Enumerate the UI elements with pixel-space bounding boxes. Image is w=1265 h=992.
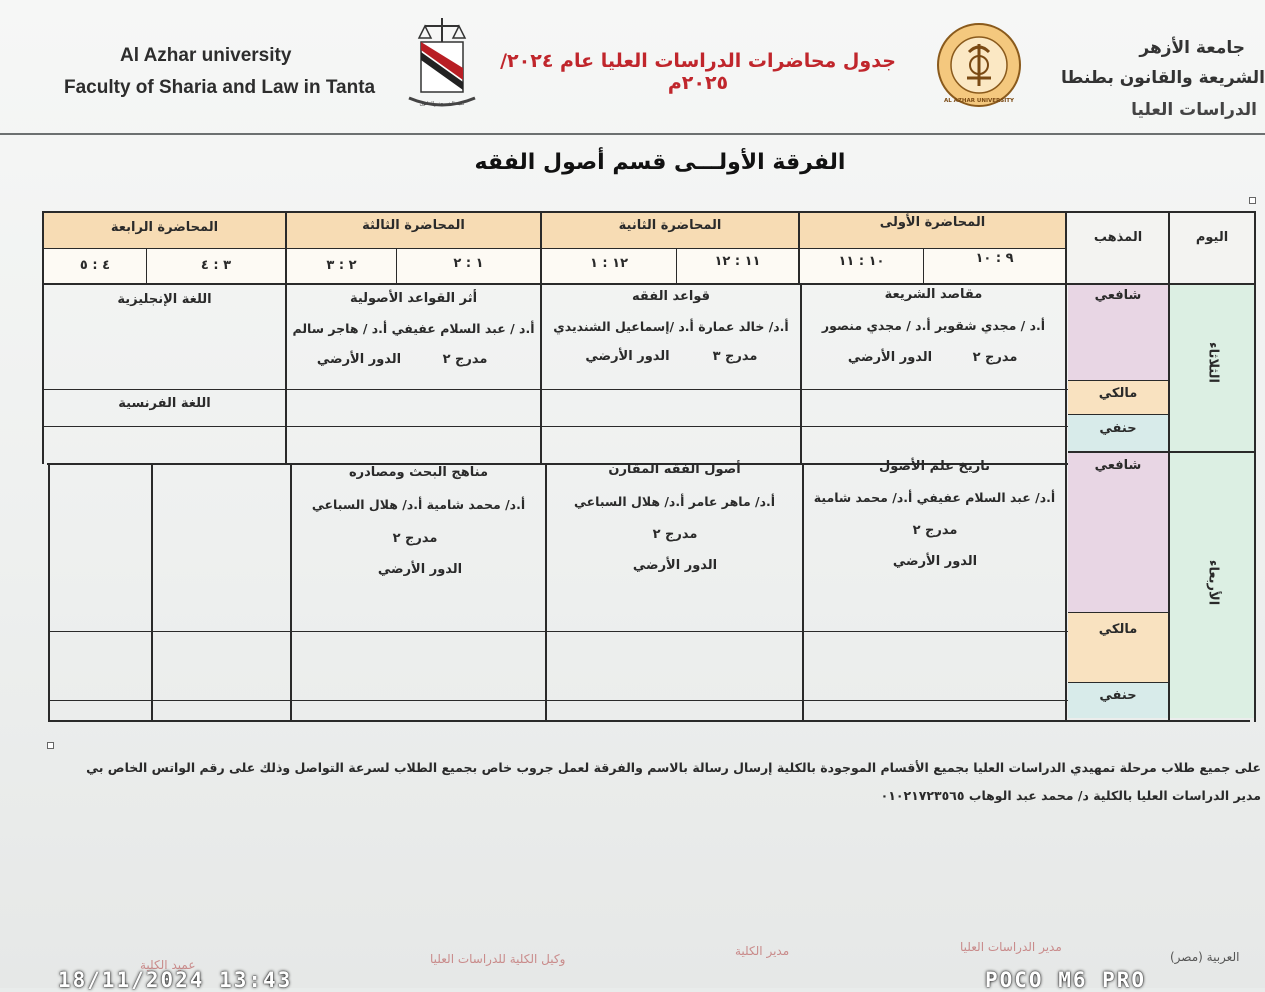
university-name-en: Al Azhar university	[120, 45, 292, 66]
time-slot: ٢ : ٣	[326, 258, 357, 273]
lecture-2-header: المحاضرة الثانية	[618, 218, 722, 233]
time-slot: ٤ : ٥	[79, 258, 111, 273]
subject-title: اللغة الفرنسية	[118, 396, 211, 411]
madhhab-shafii: شافعي	[1094, 288, 1142, 303]
schedule-title: جدول محاضرات الدراسات العليا عام ٢٠٢٤/ ٢٠٢٥م	[500, 50, 896, 94]
subject-title: أصول الفقه المقارن	[608, 462, 741, 477]
madhhab-maliki: مالكي	[1098, 386, 1138, 401]
grid-line	[42, 283, 1256, 285]
floor: الدور الأرضي	[316, 352, 402, 367]
lecture-4-header: المحاضرة الرابعة	[110, 220, 219, 235]
time-slot: ١ : ٢	[453, 256, 484, 271]
time-slot: ١٠ : ١١	[838, 254, 885, 269]
photo-datetime-stamp: 18/11/2024 13:43	[58, 968, 293, 992]
professors: أ.د/ خالد عمارة أ.د /إسماعيل الشنديدي	[553, 319, 789, 334]
floor: الدور الأرضي	[892, 554, 978, 569]
faculty-name-en: Faculty of Sharia and Law in Tanta	[64, 77, 376, 98]
madhhab-maliki: مالكي	[1098, 622, 1138, 637]
hall: مدرج ٢	[912, 523, 958, 538]
grid-line	[44, 426, 1068, 427]
grid-line	[151, 464, 153, 722]
time-slot: ٣ : ٤	[200, 258, 232, 273]
grid-line	[44, 389, 1068, 390]
time-slot: ٩ : ١٠	[975, 251, 1014, 266]
grid-line	[42, 211, 44, 464]
grid-line	[1068, 612, 1170, 613]
table-anchor-handle[interactable]	[47, 742, 54, 749]
hall: مدرج ٢	[652, 527, 698, 542]
table-resize-handle[interactable]	[1249, 197, 1256, 204]
grid-line	[1068, 414, 1170, 415]
subject-title: تاريخ علم الأصول	[878, 459, 991, 474]
faculty-name-ar: الشريعة والقانون بطنطا	[1061, 68, 1265, 88]
header-cell-day-madhhab	[1065, 212, 1255, 284]
professors: أ.د / عبد السلام عفيفي أ.د / هاجر سالم	[292, 321, 535, 336]
time-slot: ١١ : ١٢	[714, 254, 761, 269]
lecture-3-header: المحاضرة الثالثة	[362, 218, 465, 233]
grid-line	[1068, 682, 1170, 683]
photo-device-stamp: POCO M6 PRO	[985, 968, 1147, 992]
subject-title: قواعد الفقه	[632, 289, 710, 304]
grid-line	[50, 700, 1068, 701]
grid-line	[50, 720, 1250, 722]
day-label-wednesday: الأربعاء	[1205, 559, 1221, 606]
professors: أ.د/ ماهر عامر أ.د/ هلال السباعي	[573, 494, 776, 509]
signature-director: مدير الكلية	[735, 944, 790, 958]
floor: الدور الأرضي	[632, 558, 718, 573]
signature-dean: عميد الكلية	[140, 958, 196, 972]
signature-vice-dean: وكيل الكلية للدراسات العليا	[430, 952, 566, 966]
lecture-1-header: المحاضرة الأولى	[879, 215, 986, 230]
header-divider	[0, 133, 1265, 135]
hall: مدرج ٢	[972, 350, 1018, 365]
footer-notice: على جميع طلاب مرحلة تمهيدي الدراسات العليا بجميع الأقسام الموجودة بالكلية إرسال رسالة بالاسم والفرقة لعمل جروب خاص بجميع الطلاب لسرعة التواصل وذلك على رقم الواتس الخاص بي	[86, 760, 1261, 775]
grid-line	[48, 463, 50, 722]
seal-text: AL AZHAR UNIVERSITY	[943, 98, 1015, 104]
section-title: الفرقة الأولـــى قسم أصول الفقه	[474, 150, 846, 175]
university-seal	[936, 22, 1022, 108]
faculty-logo-text: كلية الشريعة والقانون	[419, 101, 465, 107]
professors: أ.د/ عبد السلام عفيفي أ.د/ محمد شامية	[813, 490, 1056, 505]
subject-title: مقاصد الشريعة	[884, 287, 983, 302]
madhhab-hanafi: حنفي	[1099, 688, 1137, 703]
floor: الدور الأرضي	[585, 349, 670, 364]
day-label-tuesday: الثلاثاء	[1205, 342, 1221, 383]
grid-line	[1068, 380, 1170, 381]
floor: الدور الأرضي	[377, 562, 463, 577]
professors: أ.د / مجدي شقوير أ.د / مجدي منصور	[821, 318, 1046, 333]
signature-gs-director: مدير الدراسات العليا	[960, 940, 1062, 954]
grid-line	[50, 631, 1068, 632]
university-name-ar: جامعة الأزهر	[1139, 38, 1245, 58]
grid-line	[540, 211, 542, 464]
grid-line	[1254, 211, 1256, 722]
grid-line	[285, 211, 287, 464]
subject-title: اللغة الإنجليزية	[117, 292, 212, 307]
grid-line	[1068, 451, 1256, 453]
madhhab-hanafi: حنفي	[1099, 421, 1137, 436]
header-madhhab: المذهب	[1093, 230, 1143, 245]
grid-line	[42, 248, 1065, 249]
taskbar-language[interactable]: العربية (مصر)	[1170, 950, 1240, 964]
madhhab-shafii: شافعي	[1094, 458, 1142, 473]
professors: أ.د/ محمد شامية أ.د/ هلال السباعي	[311, 497, 526, 512]
hall: مدرج ٢	[442, 352, 488, 367]
grid-line	[1065, 211, 1067, 722]
grid-line	[42, 211, 1256, 213]
faculty-logo	[403, 12, 481, 112]
hall: مدرج ٣	[712, 349, 758, 364]
department-name-ar: الدراسات العليا	[1131, 100, 1257, 120]
hall: مدرج ٢	[392, 531, 438, 546]
subject-title: أثر القواعد الأصولية	[349, 291, 478, 306]
grid-line	[800, 284, 802, 464]
header-day: اليوم	[1195, 230, 1229, 245]
subject-title: مناهج البحث ومصادره	[348, 465, 489, 480]
grid-line	[1168, 211, 1170, 722]
footer-contact: مدير الدراسات العليا بالكلية د/ محمد عبد الوهاب ٠١٠٢١٧٢٣٥٦٥	[880, 788, 1261, 803]
madhhab-cell-shafii-wed	[1068, 452, 1170, 612]
time-slot: ١٢ : ١	[589, 256, 629, 271]
floor: الدور الأرضي	[847, 350, 933, 365]
